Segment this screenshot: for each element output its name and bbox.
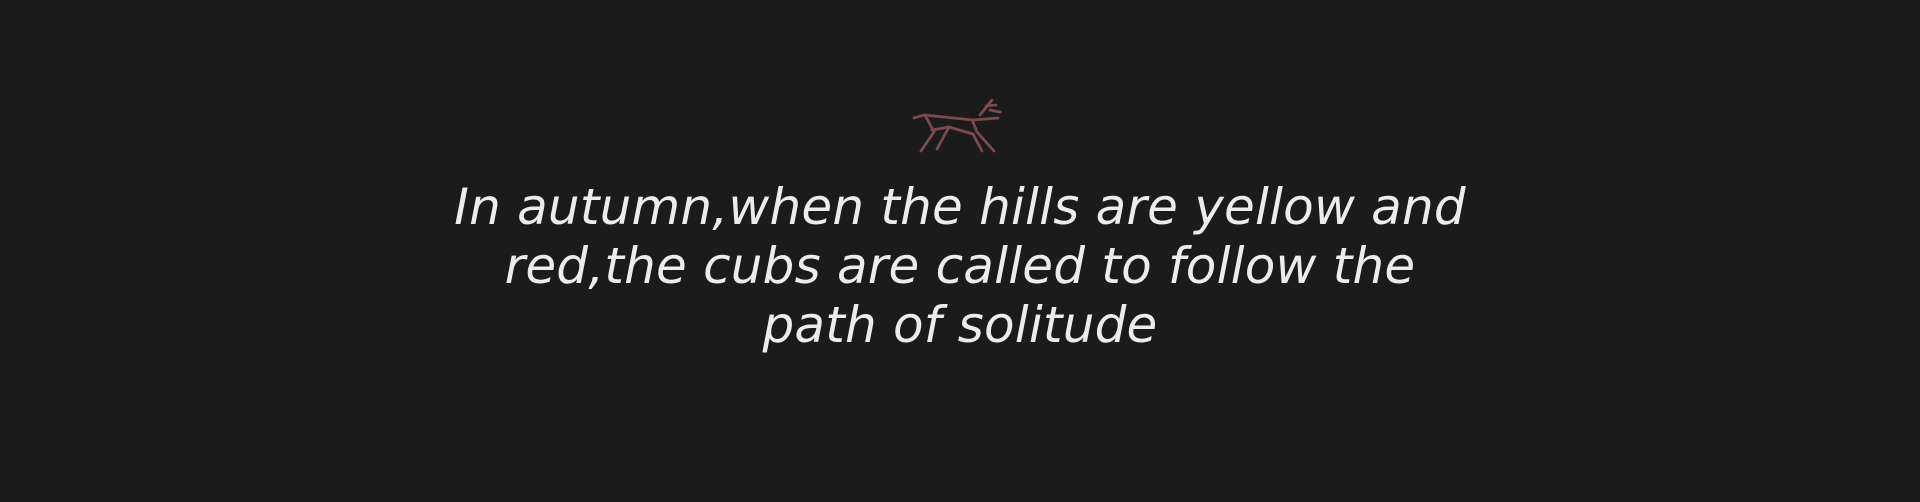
quote-line: red,the cubs are called to follow the [504,237,1416,295]
running-deer-icon [910,92,1010,156]
quote-line: path of solitude [762,296,1158,354]
quote-line: In autumn,when the hills are yellow and [454,178,1466,236]
hero-quote [0,178,1920,355]
